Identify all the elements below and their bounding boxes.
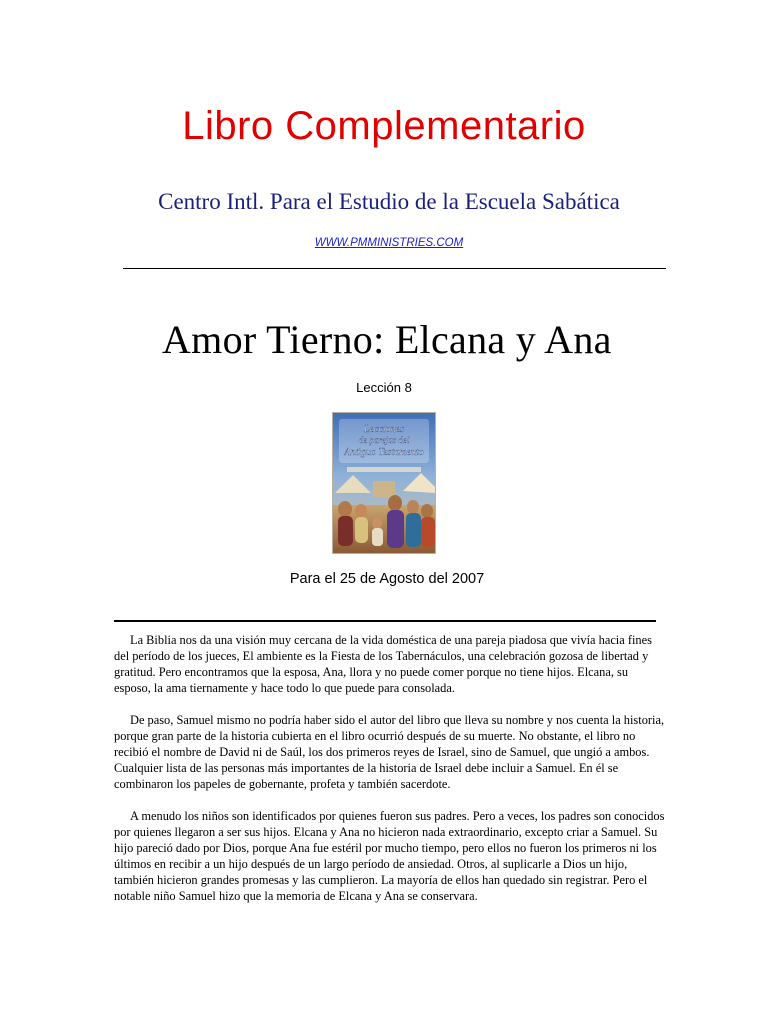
top-divider bbox=[123, 268, 666, 269]
document-title: Libro Complementario bbox=[182, 104, 586, 148]
lesson-number: Lección 8 bbox=[356, 380, 412, 395]
cover-title-line3: Antiguo Testamento bbox=[344, 447, 424, 458]
lesson-title: Amor Tierno: Elcana y Ana bbox=[162, 317, 612, 362]
book-cover-image bbox=[333, 413, 435, 553]
website-link[interactable]: WWW.PMMINISTRIES.COM bbox=[314, 237, 464, 249]
cover-title-line1: Lecciones bbox=[364, 424, 404, 435]
paragraph: La Biblia nos da una visión muy cercana de la vida doméstica de una pareja piadosa que vivía hacia fines del período de los jueces, El ambiente es la Fiesta de los Tabernáculos, una celebración gozosa de libertad y gratitud. Pero encontramos que la esposa, Ana, llora y no puede comer porque no tiene hijos. Elcana, su esposo, la ama tiernamente y hace todo lo que puede para consolada. bbox=[114, 633, 652, 695]
content-divider bbox=[114, 620, 656, 622]
lesson-date: Para el 25 de Agosto del 2007 bbox=[289, 571, 485, 587]
cover-title-line2: de parejas del bbox=[358, 435, 410, 445]
organization-name: Centro Intl. Para el Estudio de la Escuela Sabática bbox=[158, 189, 620, 214]
paragraph: De paso, Samuel mismo no podría haber sido el autor del libro que lleva su nombre y nos cuenta la historia, porque gran parte de la historia cubierta en el libro ocurrió después de su muerte. No obstante, el libro no recibió el nombre de David ni de Saúl, los dos primeros reyes de Israel, sino de Samuel, que ungió a ambos. Cualquier lista de las personas más importantes de la historia de Israel debe incluir a Samuel. En él se combinaron los papeles de gobernante, profeta y también sacerdote. bbox=[114, 713, 665, 791]
paragraph: A menudo los niños son identificados por quienes fueron sus padres. Pero a veces, los padres son conocidos por quienes llegaron a ser sus hijos. Elcana y Ana no hicieron nada extraordinario, excepto criar a Samuel. Su hijo pareció dado por Dios, porque Ana fue estéril por mucho tiempo, pero ellos no fueron los primeros ni los últimos en recibir a un hijo después de un largo período de ansiedad. Otros, al suplicarle a Dios un hijo, también hicieron grandes promesas y las cumplieron. La mayoría de ellos han quedado sin registrar. Pero el notable niño Samuel hizo que la memoria de Elcana y Ana se conservara. bbox=[114, 809, 665, 903]
body-text bbox=[114, 632, 666, 920]
